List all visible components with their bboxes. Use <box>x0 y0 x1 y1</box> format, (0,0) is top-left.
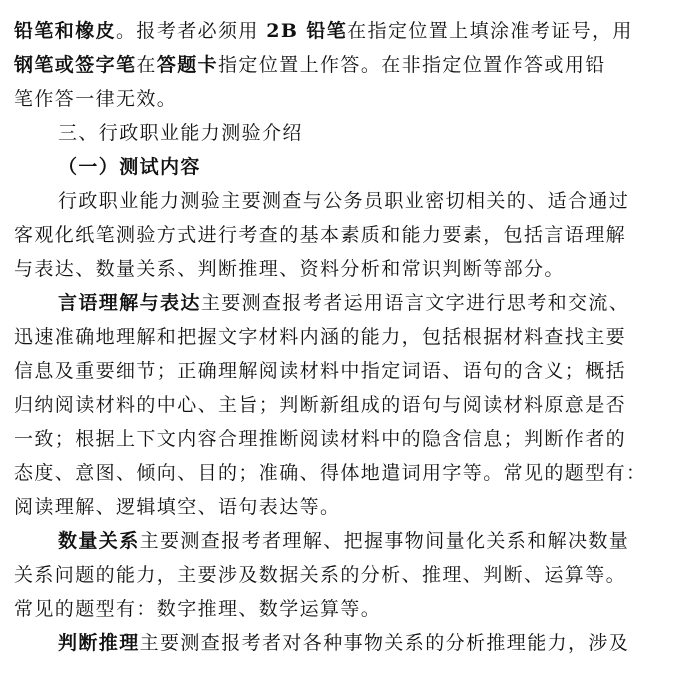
bold-term-quant: 数量关系 <box>58 530 140 552</box>
bold-term-reasoning: 判断推理 <box>58 632 140 654</box>
reasoning-line-1-text: 主要测查报考者对各种事物关系的分析推理能力，涉及 <box>139 632 630 654</box>
quant-line-1 <box>14 524 669 558</box>
verbal-line-5: 一致；根据上下文内容合理推断阅读材料中的隐含信息；判断作者的 <box>14 428 627 450</box>
quant-line-3: 常见的题型有：数字推理、数学运算等。 <box>14 598 382 620</box>
para1-line-1 <box>14 14 669 48</box>
bold-term-pencil-eraser: 铅笔和橡皮 <box>14 20 117 42</box>
bold-term-2b-pencil: 2B 铅笔 <box>266 20 348 42</box>
quant-line-2: 关系问题的能力，主要涉及数据关系的分析、推理、判断、运算等。 <box>14 564 627 586</box>
verbal-line-4: 归纳阅读材料的中心、主旨；判断新组成的语句与阅读材料原意是否 <box>14 394 627 416</box>
para1-line-2 <box>14 48 669 82</box>
reasoning-line-1 <box>14 626 669 660</box>
verbal-line-6: 态度、意图、倾向、目的；准确、得体地遣词用字等。常见的题型有： <box>14 462 647 484</box>
verbal-line-7: 阅读理解、逻辑填空、语句表达等。 <box>14 496 341 518</box>
intro-line-1: 行政职业能力测验主要测查与公务员职业密切相关的、适合通过 <box>58 190 630 212</box>
bold-term-answer-sheet: 答题卡 <box>156 54 219 76</box>
bold-term-verbal: 言语理解与表达 <box>58 292 201 314</box>
quant-line-1-text: 主要测查报考者理解、把握事物间量化关系和解决数量 <box>139 530 630 552</box>
section-heading: 三、行政职业能力测验介绍 <box>58 122 303 144</box>
subheading-test-content: （一）测试内容 <box>58 156 201 178</box>
verbal-line-3: 信息及重要细节；正确理解阅读材料中指定词语、语句的含义；概括 <box>14 360 627 382</box>
para1-line-1-text-a: 。报考者必须用 <box>116 20 267 42</box>
para1-line-3: 笔作答一律无效。 <box>14 88 178 110</box>
verbal-line-1-text: 主要测查报考者运用语言文字进行思考和交流、 <box>200 292 630 314</box>
verbal-line-1 <box>14 286 669 320</box>
para1-line-2-text-b: 指定位置上作答。在非指定位置作答或用铅 <box>218 54 606 76</box>
para1-line-1-text-b: 在指定位置上填涂准考证号，用 <box>347 20 633 42</box>
intro-line-3: 与表达、数量关系、判断推理、资料分析和常识判断等部分。 <box>14 258 565 280</box>
intro-line-2: 客观化纸笔测验方式进行考查的基本素质和能力要素，包括言语理解 <box>14 224 627 246</box>
verbal-line-2: 迅速准确地理解和把握文字材料内涵的能力，包括根据材料查找主要 <box>14 326 627 348</box>
bold-term-pen: 钢笔或签字笔 <box>14 54 137 76</box>
document-page <box>14 14 669 660</box>
para1-line-2-text-a: 在 <box>136 54 157 76</box>
